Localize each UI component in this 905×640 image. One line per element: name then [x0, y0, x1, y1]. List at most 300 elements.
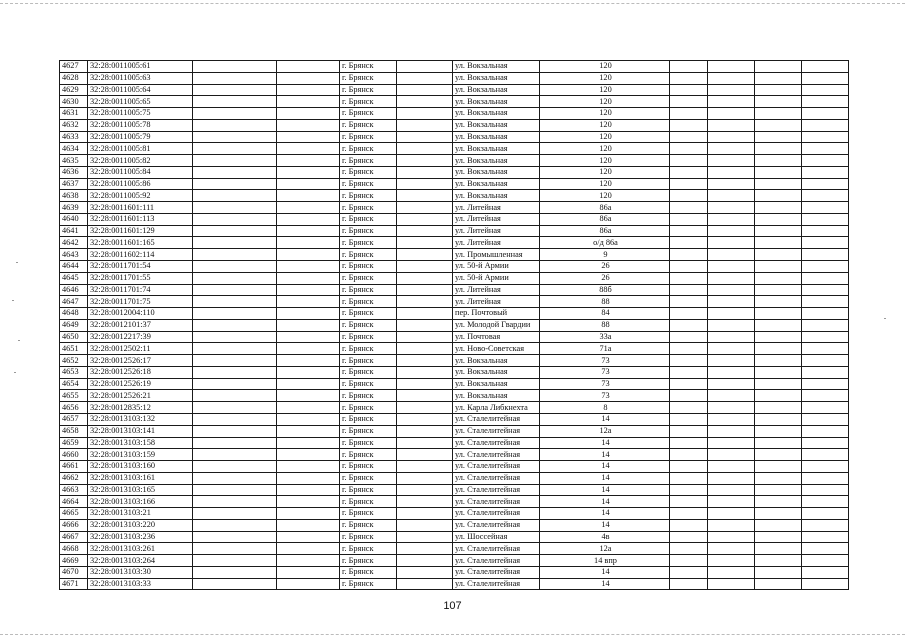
- house-cell: 14: [540, 413, 670, 425]
- house-cell: 120: [540, 166, 670, 178]
- table-row: [60, 319, 849, 331]
- empty-cell: [670, 284, 708, 296]
- street-cell: ул. Литейная: [453, 202, 540, 214]
- num-cell: 4643: [60, 249, 88, 261]
- empty-cell: [755, 155, 802, 167]
- empty-cell: [755, 555, 802, 567]
- table-row: [60, 72, 849, 84]
- empty-cell: [755, 84, 802, 96]
- empty-cell: [670, 202, 708, 214]
- empty-cell: [277, 296, 340, 308]
- empty-cell: [277, 202, 340, 214]
- city-cell: г. Брянск: [340, 284, 397, 296]
- empty-cell: [755, 437, 802, 449]
- cadastral-cell: 32:28:0013103:261: [88, 543, 193, 555]
- cadastral-cell: 32:28:0011005:79: [88, 131, 193, 143]
- empty-cell: [755, 108, 802, 120]
- empty-cell: [193, 519, 277, 531]
- house-cell: 120: [540, 119, 670, 131]
- scan-speck: [884, 318, 886, 319]
- empty-cell: [277, 166, 340, 178]
- cadastral-cell: 32:28:0011005:64: [88, 84, 193, 96]
- empty-cell: [397, 566, 453, 578]
- empty-cell: [755, 413, 802, 425]
- empty-cell: [193, 508, 277, 520]
- empty-cell: [193, 143, 277, 155]
- table-row: [60, 249, 849, 261]
- empty-cell: [802, 166, 849, 178]
- empty-cell: [397, 543, 453, 555]
- empty-cell: [802, 531, 849, 543]
- empty-cell: [277, 72, 340, 84]
- num-cell: 4637: [60, 178, 88, 190]
- empty-cell: [193, 72, 277, 84]
- empty-cell: [802, 461, 849, 473]
- cadastral-cell: 32:28:0011701:55: [88, 272, 193, 284]
- empty-cell: [277, 108, 340, 120]
- house-cell: 14: [540, 437, 670, 449]
- street-cell: ул. Вокзальная: [453, 96, 540, 108]
- street-cell: ул. Литейная: [453, 213, 540, 225]
- empty-cell: [708, 484, 755, 496]
- empty-cell: [755, 225, 802, 237]
- empty-cell: [802, 202, 849, 214]
- num-cell: 4655: [60, 390, 88, 402]
- empty-cell: [193, 425, 277, 437]
- empty-cell: [397, 249, 453, 261]
- empty-cell: [755, 131, 802, 143]
- empty-cell: [277, 425, 340, 437]
- empty-cell: [670, 413, 708, 425]
- cadastral-cell: 32:28:0013103:158: [88, 437, 193, 449]
- house-cell: 26: [540, 272, 670, 284]
- empty-cell: [802, 355, 849, 367]
- empty-cell: [193, 213, 277, 225]
- empty-cell: [708, 331, 755, 343]
- empty-cell: [193, 284, 277, 296]
- street-cell: ул. Сталелитейная: [453, 543, 540, 555]
- house-cell: 14: [540, 472, 670, 484]
- empty-cell: [193, 178, 277, 190]
- scan-edge-bottom: [0, 634, 905, 636]
- empty-cell: [802, 143, 849, 155]
- empty-cell: [397, 555, 453, 567]
- street-cell: ул. Вокзальная: [453, 366, 540, 378]
- table-row: [60, 96, 849, 108]
- empty-cell: [397, 72, 453, 84]
- street-cell: ул. Вокзальная: [453, 378, 540, 390]
- empty-cell: [802, 261, 849, 273]
- empty-cell: [708, 390, 755, 402]
- cadastral-cell: 32:28:0011601:111: [88, 202, 193, 214]
- empty-cell: [397, 96, 453, 108]
- table-row: [60, 496, 849, 508]
- street-cell: ул. Вокзальная: [453, 143, 540, 155]
- empty-cell: [670, 319, 708, 331]
- table-row: [60, 155, 849, 167]
- empty-cell: [802, 249, 849, 261]
- cadastral-cell: 32:28:0011701:75: [88, 296, 193, 308]
- table-row: [60, 225, 849, 237]
- empty-cell: [670, 555, 708, 567]
- num-cell: 4647: [60, 296, 88, 308]
- num-cell: 4628: [60, 72, 88, 84]
- empty-cell: [670, 178, 708, 190]
- empty-cell: [397, 496, 453, 508]
- table-row: [60, 413, 849, 425]
- street-cell: ул. Вокзальная: [453, 72, 540, 84]
- empty-cell: [397, 508, 453, 520]
- empty-cell: [397, 213, 453, 225]
- empty-cell: [277, 96, 340, 108]
- empty-cell: [755, 72, 802, 84]
- empty-cell: [397, 272, 453, 284]
- empty-cell: [708, 472, 755, 484]
- empty-cell: [277, 437, 340, 449]
- empty-cell: [802, 484, 849, 496]
- empty-cell: [755, 261, 802, 273]
- empty-cell: [193, 566, 277, 578]
- empty-cell: [755, 319, 802, 331]
- empty-cell: [277, 284, 340, 296]
- num-cell: 4649: [60, 319, 88, 331]
- empty-cell: [397, 461, 453, 473]
- cadastral-cell: 32:28:0011701:74: [88, 284, 193, 296]
- num-cell: 4669: [60, 555, 88, 567]
- table-row: [60, 402, 849, 414]
- street-cell: ул. Промышленная: [453, 249, 540, 261]
- empty-cell: [397, 319, 453, 331]
- table-row: [60, 119, 849, 131]
- empty-cell: [397, 166, 453, 178]
- empty-cell: [755, 472, 802, 484]
- empty-cell: [397, 449, 453, 461]
- city-cell: г. Брянск: [340, 296, 397, 308]
- house-cell: 14: [540, 449, 670, 461]
- empty-cell: [708, 543, 755, 555]
- empty-cell: [670, 143, 708, 155]
- empty-cell: [397, 343, 453, 355]
- empty-cell: [708, 155, 755, 167]
- empty-cell: [802, 449, 849, 461]
- empty-cell: [755, 202, 802, 214]
- empty-cell: [397, 484, 453, 496]
- city-cell: г. Брянск: [340, 166, 397, 178]
- empty-cell: [193, 390, 277, 402]
- street-cell: ул. Вокзальная: [453, 178, 540, 190]
- empty-cell: [755, 296, 802, 308]
- empty-cell: [193, 496, 277, 508]
- cadastral-cell: 32:28:0011005:78: [88, 119, 193, 131]
- cadastral-cell: 32:28:0011602:114: [88, 249, 193, 261]
- street-cell: ул. Литейная: [453, 237, 540, 249]
- empty-cell: [397, 131, 453, 143]
- empty-cell: [802, 61, 849, 73]
- empty-cell: [193, 272, 277, 284]
- scan-speck: [14, 372, 16, 373]
- table-row: [60, 202, 849, 214]
- cadastral-cell: 32:28:0013103:220: [88, 519, 193, 531]
- empty-cell: [193, 261, 277, 273]
- table-row: [60, 484, 849, 496]
- cadastral-cell: 32:28:0011005:61: [88, 61, 193, 73]
- house-cell: 120: [540, 143, 670, 155]
- empty-cell: [708, 496, 755, 508]
- empty-cell: [755, 96, 802, 108]
- empty-cell: [708, 84, 755, 96]
- empty-cell: [670, 131, 708, 143]
- cadastral-cell: 32:28:0013103:141: [88, 425, 193, 437]
- house-cell: 26: [540, 261, 670, 273]
- empty-cell: [708, 213, 755, 225]
- empty-cell: [670, 355, 708, 367]
- table-row: [60, 284, 849, 296]
- street-cell: ул. Вокзальная: [453, 390, 540, 402]
- city-cell: г. Брянск: [340, 84, 397, 96]
- empty-cell: [193, 319, 277, 331]
- empty-cell: [193, 84, 277, 96]
- city-cell: г. Брянск: [340, 472, 397, 484]
- street-cell: ул. Вокзальная: [453, 61, 540, 73]
- table-row: [60, 425, 849, 437]
- empty-cell: [193, 555, 277, 567]
- empty-cell: [193, 108, 277, 120]
- cadastral-cell: 32:28:0013103:21: [88, 508, 193, 520]
- cadastral-cell: 32:28:0011601:165: [88, 237, 193, 249]
- empty-cell: [802, 402, 849, 414]
- empty-cell: [193, 343, 277, 355]
- cadastral-cell: 32:28:0011005:63: [88, 72, 193, 84]
- cadastral-cell: 32:28:0013103:236: [88, 531, 193, 543]
- empty-cell: [397, 437, 453, 449]
- house-cell: 86а: [540, 202, 670, 214]
- empty-cell: [193, 237, 277, 249]
- num-cell: 4660: [60, 449, 88, 461]
- empty-cell: [708, 425, 755, 437]
- empty-cell: [397, 296, 453, 308]
- empty-cell: [708, 343, 755, 355]
- empty-cell: [755, 166, 802, 178]
- street-cell: ул. Сталелитейная: [453, 425, 540, 437]
- empty-cell: [708, 178, 755, 190]
- empty-cell: [670, 449, 708, 461]
- empty-cell: [755, 449, 802, 461]
- house-cell: 120: [540, 72, 670, 84]
- empty-cell: [670, 578, 708, 590]
- empty-cell: [670, 484, 708, 496]
- city-cell: г. Брянск: [340, 237, 397, 249]
- empty-cell: [277, 555, 340, 567]
- table-row: [60, 108, 849, 120]
- street-cell: ул. Сталелитейная: [453, 578, 540, 590]
- empty-cell: [708, 308, 755, 320]
- empty-cell: [397, 178, 453, 190]
- empty-cell: [277, 472, 340, 484]
- num-cell: 4650: [60, 331, 88, 343]
- empty-cell: [397, 366, 453, 378]
- table-row: [60, 555, 849, 567]
- table-row: [60, 178, 849, 190]
- table-row: [60, 166, 849, 178]
- street-cell: ул. Сталелитейная: [453, 519, 540, 531]
- street-cell: ул. Сталелитейная: [453, 496, 540, 508]
- empty-cell: [193, 413, 277, 425]
- city-cell: г. Брянск: [340, 496, 397, 508]
- empty-cell: [277, 190, 340, 202]
- empty-cell: [670, 72, 708, 84]
- num-cell: 4651: [60, 343, 88, 355]
- empty-cell: [193, 449, 277, 461]
- cadastral-cell: 32:28:0012526:18: [88, 366, 193, 378]
- empty-cell: [755, 355, 802, 367]
- empty-cell: [277, 531, 340, 543]
- empty-cell: [193, 61, 277, 73]
- street-cell: ул. Сталелитейная: [453, 508, 540, 520]
- empty-cell: [708, 166, 755, 178]
- num-cell: 4636: [60, 166, 88, 178]
- num-cell: 4653: [60, 366, 88, 378]
- street-cell: ул. Вокзальная: [453, 119, 540, 131]
- empty-cell: [277, 119, 340, 131]
- empty-cell: [802, 578, 849, 590]
- empty-cell: [397, 578, 453, 590]
- empty-cell: [670, 261, 708, 273]
- empty-cell: [802, 190, 849, 202]
- empty-cell: [277, 178, 340, 190]
- street-cell: ул. 50-й Армии: [453, 272, 540, 284]
- street-cell: ул. Почтовая: [453, 331, 540, 343]
- empty-cell: [802, 343, 849, 355]
- num-cell: 4630: [60, 96, 88, 108]
- cadastral-cell: 32:28:0012004:110: [88, 308, 193, 320]
- num-cell: 4665: [60, 508, 88, 520]
- empty-cell: [277, 484, 340, 496]
- empty-cell: [708, 555, 755, 567]
- table-row: [60, 308, 849, 320]
- city-cell: г. Брянск: [340, 555, 397, 567]
- empty-cell: [277, 61, 340, 73]
- cadastral-cell: 32:28:0012526:21: [88, 390, 193, 402]
- street-cell: ул. Литейная: [453, 225, 540, 237]
- street-cell: ул. Вокзальная: [453, 355, 540, 367]
- num-cell: 4634: [60, 143, 88, 155]
- house-cell: 86а: [540, 213, 670, 225]
- empty-cell: [755, 237, 802, 249]
- street-cell: ул. Вокзальная: [453, 155, 540, 167]
- street-cell: ул. Сталелитейная: [453, 413, 540, 425]
- empty-cell: [802, 108, 849, 120]
- house-cell: 14: [540, 496, 670, 508]
- table-row: [60, 578, 849, 590]
- city-cell: г. Брянск: [340, 213, 397, 225]
- table-row: [60, 261, 849, 273]
- empty-cell: [277, 308, 340, 320]
- empty-cell: [193, 366, 277, 378]
- num-cell: 4640: [60, 213, 88, 225]
- cadastral-cell: 32:28:0013103:159: [88, 449, 193, 461]
- empty-cell: [802, 472, 849, 484]
- empty-cell: [277, 261, 340, 273]
- empty-cell: [755, 143, 802, 155]
- empty-cell: [397, 472, 453, 484]
- house-cell: 120: [540, 84, 670, 96]
- num-cell: 4642: [60, 237, 88, 249]
- street-cell: ул. 50-й Армии: [453, 261, 540, 273]
- cadastral-cell: 32:28:0013103:132: [88, 413, 193, 425]
- empty-cell: [670, 390, 708, 402]
- empty-cell: [193, 249, 277, 261]
- empty-cell: [755, 308, 802, 320]
- house-cell: 88б: [540, 284, 670, 296]
- street-cell: ул. Литейная: [453, 296, 540, 308]
- table-row: [60, 437, 849, 449]
- street-cell: ул. Сталелитейная: [453, 472, 540, 484]
- empty-cell: [802, 519, 849, 531]
- house-cell: 73: [540, 366, 670, 378]
- empty-cell: [708, 578, 755, 590]
- cadastral-cell: 32:28:0013103:166: [88, 496, 193, 508]
- city-cell: г. Брянск: [340, 190, 397, 202]
- empty-cell: [708, 284, 755, 296]
- house-cell: 120: [540, 131, 670, 143]
- table-row: [60, 272, 849, 284]
- empty-cell: [708, 378, 755, 390]
- empty-cell: [755, 566, 802, 578]
- city-cell: г. Брянск: [340, 543, 397, 555]
- cadastral-cell: 32:28:0011601:129: [88, 225, 193, 237]
- empty-cell: [708, 566, 755, 578]
- house-cell: 8: [540, 402, 670, 414]
- num-cell: 4646: [60, 284, 88, 296]
- table-row: [60, 343, 849, 355]
- empty-cell: [708, 131, 755, 143]
- street-cell: ул. Сталелитейная: [453, 437, 540, 449]
- house-cell: 120: [540, 61, 670, 73]
- empty-cell: [708, 261, 755, 273]
- city-cell: г. Брянск: [340, 519, 397, 531]
- empty-cell: [708, 61, 755, 73]
- empty-cell: [670, 366, 708, 378]
- cadastral-cell: 32:28:0012101:37: [88, 319, 193, 331]
- empty-cell: [708, 108, 755, 120]
- empty-cell: [755, 378, 802, 390]
- city-cell: г. Брянск: [340, 131, 397, 143]
- table-row: [60, 296, 849, 308]
- house-cell: 73: [540, 355, 670, 367]
- empty-cell: [708, 319, 755, 331]
- empty-cell: [755, 508, 802, 520]
- cadastral-cell: 32:28:0012526:17: [88, 355, 193, 367]
- empty-cell: [397, 390, 453, 402]
- cadastral-cell: 32:28:0012526:19: [88, 378, 193, 390]
- empty-cell: [802, 225, 849, 237]
- empty-cell: [802, 84, 849, 96]
- empty-cell: [670, 331, 708, 343]
- empty-cell: [397, 143, 453, 155]
- city-cell: г. Брянск: [340, 108, 397, 120]
- house-cell: 120: [540, 190, 670, 202]
- empty-cell: [802, 366, 849, 378]
- city-cell: г. Брянск: [340, 178, 397, 190]
- cadastral-cell: 32:28:0011601:113: [88, 213, 193, 225]
- empty-cell: [193, 402, 277, 414]
- num-cell: 4659: [60, 437, 88, 449]
- cadastral-cell: 32:28:0012835:12: [88, 402, 193, 414]
- empty-cell: [708, 296, 755, 308]
- empty-cell: [802, 543, 849, 555]
- empty-cell: [670, 496, 708, 508]
- empty-cell: [277, 519, 340, 531]
